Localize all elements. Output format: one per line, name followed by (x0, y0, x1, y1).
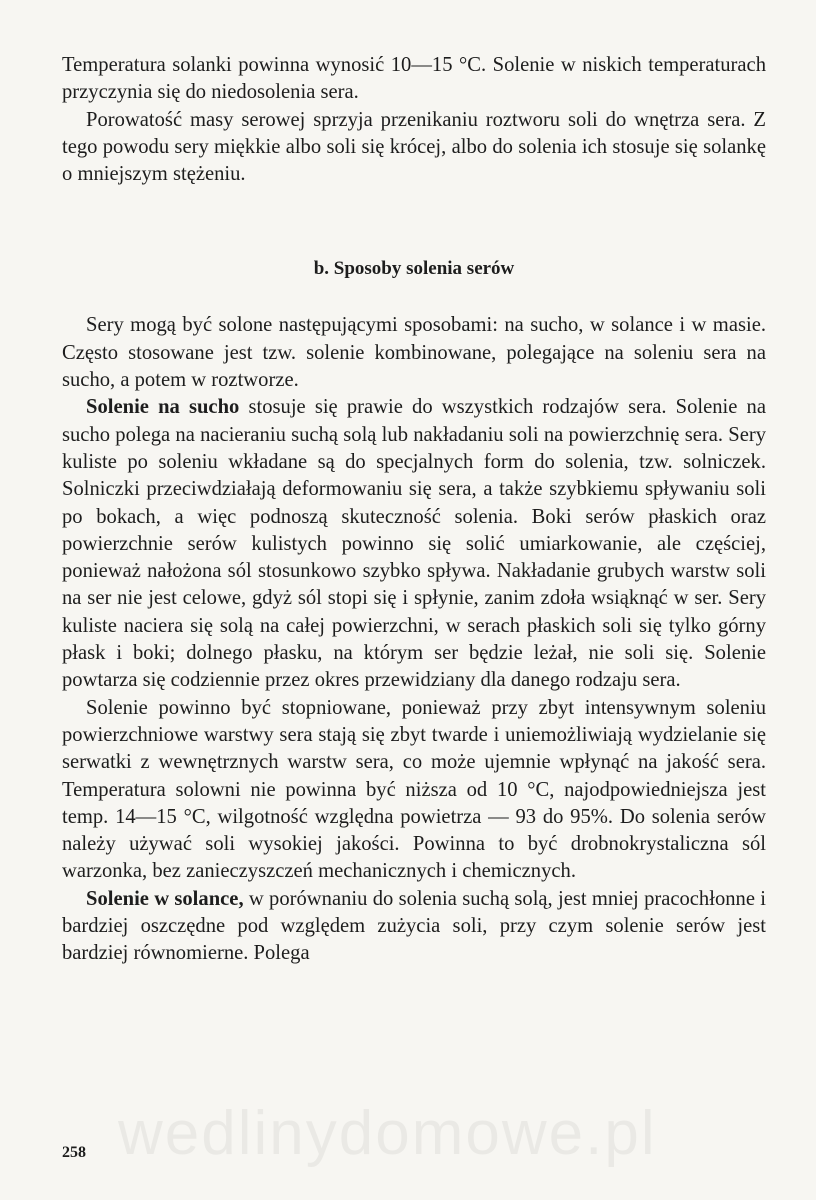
paragraph-brine-salting (62, 886, 766, 968)
paragraph-porosity: Porowatość masy serowej sprzyja przenikaniu roztworu soli do wnętrza sera. Z tego powodu sery miękkie albo soli się krócej, albo do solenia ich stosuje się solankę o mniejszym stężeniu. (62, 108, 766, 186)
term-brine-salting: Solenie w solance, (86, 887, 244, 910)
paragraph-dry-salting (62, 394, 766, 694)
paragraph-brine-temperature: Temperatura solanki powinna wynosić 10—15 °C. Solenie w niskich temperaturach przyczynia się do niedosolenia sera. (62, 54, 766, 104)
paragraph-dry-salting-text: stosuje się prawie do wszystkich rodzajów sera. Solenie na sucho polega na nacieraniu suchą solą lub nakładaniu soli na powierzchnię sera. Sery kuliste po soleniu wkładane są do specjalnych form do solenia, tzw. solniczek. Solniczki przeciwdziałają deformowaniu się sera, a także szybkiemu spływaniu soli po bokach, a więc podnoszą skuteczność solenia. Boki serów płaskich oraz powierzchnie serów kulistych powinno się solić umiarkowanie, ale częściej, ponieważ nałożona sól stosunkowo szybko spływa. Nakładanie grubych warstw soli na ser nie jest celowe, gdyż sól stopi się i spłynie, zanim zdoła wsiąknąć w ser. Sery kuliste naciera się solą na całej powierzchni, w serach płaskich soli się tylko górny płask i boki; dolnego płasku, na którym ser będzie leżał, nie soli się. Solenie powtarza się codziennie przez okres przewidziany dla danego rodzaju sera. (62, 396, 766, 692)
watermark: wedlinydomowe.pl (118, 1099, 657, 1168)
section-heading: b. Sposoby solenia serów (313, 258, 515, 280)
page-body (62, 52, 766, 968)
paragraph-brine-salting-text: w porównaniu do solenia suchą solą, jest mniej pracochłonne i bardziej oszczędne pod względem zużycia soli, przy czym solenie serów jest bardziej równomierne. Polega (62, 887, 766, 965)
term-dry-salting: Solenie na sucho (86, 396, 240, 419)
page-number: 258 (62, 1144, 86, 1161)
paragraph-salting-methods: Sery mogą być solone następującymi sposobami: na sucho, w solance i w masie. Często stosowane jest tzw. solenie kombinowane, polegające na soleniu sera na sucho, a potem w roztworze. (62, 314, 766, 392)
paragraph-gradual-salting: Solenie powinno być stopniowane, ponieważ przy zbyt intensywnym soleniu powierzchniowe warstwy sera stają się zbyt twarde i uniemożliwiają wydzielanie się serwatki z wewnętrznych warstw sera, co może ujemnie wpłynąć na jakość sera. Temperatura solowni nie powinna być niższa od 10 °C, najodpowiedniejsza jest temp. 14—15 °C, wilgotność względna powietrza — 93 do 95%. Do solenia serów należy używać soli wysokiej jakości. Powinna to być drobnokrystaliczna sól warzonka, bez zanieczyszczeń mechanicznych i chemicznych. (62, 696, 766, 883)
